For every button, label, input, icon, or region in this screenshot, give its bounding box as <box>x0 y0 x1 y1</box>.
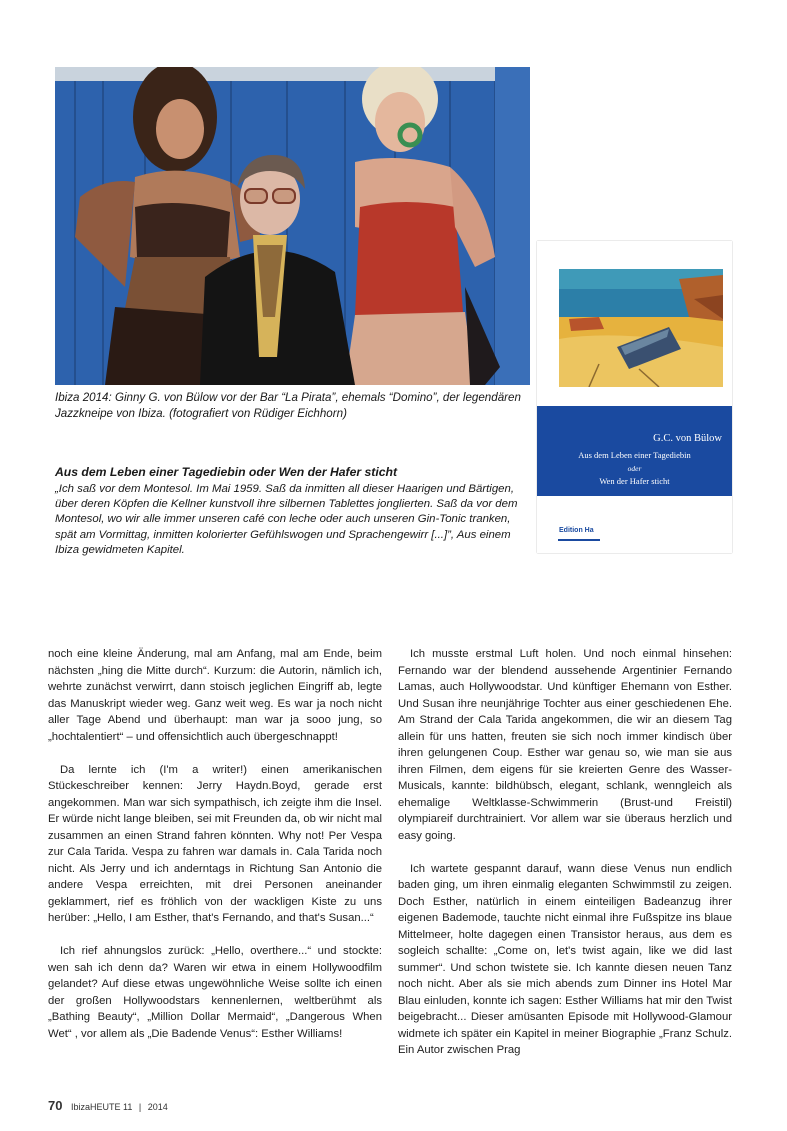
cover-painting <box>559 269 723 387</box>
publisher-logo: Edition Ha <box>559 527 594 534</box>
magazine-name: IbizaHEUTE <box>70 1102 121 1112</box>
publisher-logo-underline <box>558 539 600 541</box>
paragraph: Da lernte ich (I'm a writer!) einen amerikanischen Stückeschreiber kennen: Jerry Haydn.Boyd, gerade erst angekommen. Man war sich sympathisch, ich zeigte ihm die Insel. Er würde nicht lange bleiben, sei mit Freunden da, ob wir nicht mal zusammen an einen Strand fahren könnten. Why not! Per Vespa zur Cala Tarida. Vespa zu fahren war damals in. Cala Tarida noch nicht. Als Jerry und ich anderntags in Richtung San Antonio die andere Vespa erreichten, mit drei Personen aneinander geklammert, rief es fröhlich von der wackligen Kiste zu uns herüber: „Hello, I am Esther, that's Fernando, and that's Susan...“ <box>48 763 382 924</box>
excerpt-title: Aus dem Leben einer Tagediebin oder Wen der Hafer sticht <box>55 465 397 479</box>
page-footer <box>48 1098 168 1113</box>
photo-caption: Ibiza 2014: Ginny G. von Bülow vor der Bar “La Pirata”, ehemals “Domino”, der legendären Jazzkneipe von Ibiza. (fotografiert von Rüdiger Eichhorn) <box>55 391 521 420</box>
cover-title-panel <box>537 406 732 496</box>
cover-or: oder <box>627 464 642 473</box>
photo-illustration <box>55 67 530 385</box>
left-column <box>48 646 382 1059</box>
paragraph: Ich musste erstmal Luft holen. Und noch einmal hinsehen: Fernando war der blendend aussehende Argentinier Fernando Lamas, auch Hollywoodstar. Und künftiger Ehemann von Esther. Und Susan ihre neunjährige Tochter aus einer geschiedenen Ehe. Am Strand der Cala Tarida angekommen, die wir an diesem Tag allein für uns hatten, freuten sie sich noch immer kindisch über ihren gelungenen Coup. Esther war genau so, wie man sie aus ihren Filmen, dem eigens für sie kreierten Genre des Wasser-Musicals, kannte: bildhübsch, elegant, schlank, wenngleich als ehemalige Weltklasse-Schwimmerin (Brust-und Freistil) olympiareif durchtrainiert. Vor allem war sie überaus herzlich und easy going. <box>398 648 732 842</box>
paragraph: noch eine kleine Änderung, mal am Anfang, mal am Ende, beim nächsten „hing die Mitte durch“. Kurzum: die Autorin, nämlich ich, wehrte zunächst verwirrt, dann stoisch jeglichen Eingriff ab, legte das Manuskript wieder weg. Ganz weit weg. Es war ja noch nicht aller Tage Abend und überhaupt: man war ja sooo jung, so „hochtalentiert“ – und offensichtlich auch übergeschnappt! <box>48 648 382 743</box>
book-cover <box>537 241 732 553</box>
footer-separator: | <box>138 1102 142 1112</box>
page-number: 70 <box>48 1098 63 1113</box>
excerpt-quote: „Ich saß vor dem Montesol. Im Mai 1959. Saß da inmitten all dieser Haarigen und Bärtigen, über deren Köpfen die Kellner kunstvoll ihre silbernen Tablettes jonglierten. Saß da vor dem Montesol, wo wir alle immer unseren café con leche oder auch unseren Gin-Tonic tranken, spät am Vormittag, inmitten kolorierter Gefühlswogen und Sprachengewirr [...]”, Aus einem Ibiza gewidmeten Kapitel. <box>55 483 518 556</box>
issue-number: 11 <box>123 1102 133 1112</box>
article-photo <box>55 67 530 385</box>
cover-title-line-1: Aus dem Leben einer Tagediebin <box>578 450 691 460</box>
cover-painting-illustration <box>559 269 723 387</box>
cover-author: G.C. von Bülow <box>653 433 722 444</box>
right-column <box>398 646 732 1075</box>
paragraph: Ich rief ahnungslos zurück: „Hello, overthere...“ und stockte: wen sah ich denn da? Waren wir etwa in einem Hollywoodfilm gelandet? Auf diese etwas ungewöhnliche Weise sollte ich einen der großen Hollywoodstars kennenlernen, weltberühmt als „Bathing Beauty“, „Million Dollar Mermaid“, „Dangerous When Wet“ , vor allem als „Die Badende Venus“: Esther Williams! <box>48 945 382 1040</box>
issue-year: 2014 <box>147 1102 168 1112</box>
paragraph: Ich wartete gespannt darauf, wann diese Venus nun endlich baden ging, um ihren einmalig eleganten Schwimmstil zu zeigen. Doch Esther, natürlich in einem einteiligen Badeanzug ihrer eigenen Bademode, tauchte nicht einmal ihre Fußspitze ins blaue Mittelmeer, holte dagegen einen Transistor heraus, aus dem es sogleich schallte: „Come on, let's twist again, like we did last summer“. Und schon twistete sie. Ich kannte diesen neuen Tanz noch nicht. Aber als sie mich abends zum Dinner ins Hotel Mar Blau einluden, konnte ich sagen: Esther Williams hat mir den Twist beigebracht... Dieser amüsanten Episode mit Hollywood-Glamour widmete ich später ein Kapitel in meiner Biographie „Franz Schulz. Ein Autor zwischen Prag <box>398 862 732 1056</box>
cover-title-line-2: Wen der Hafer sticht <box>599 476 670 486</box>
